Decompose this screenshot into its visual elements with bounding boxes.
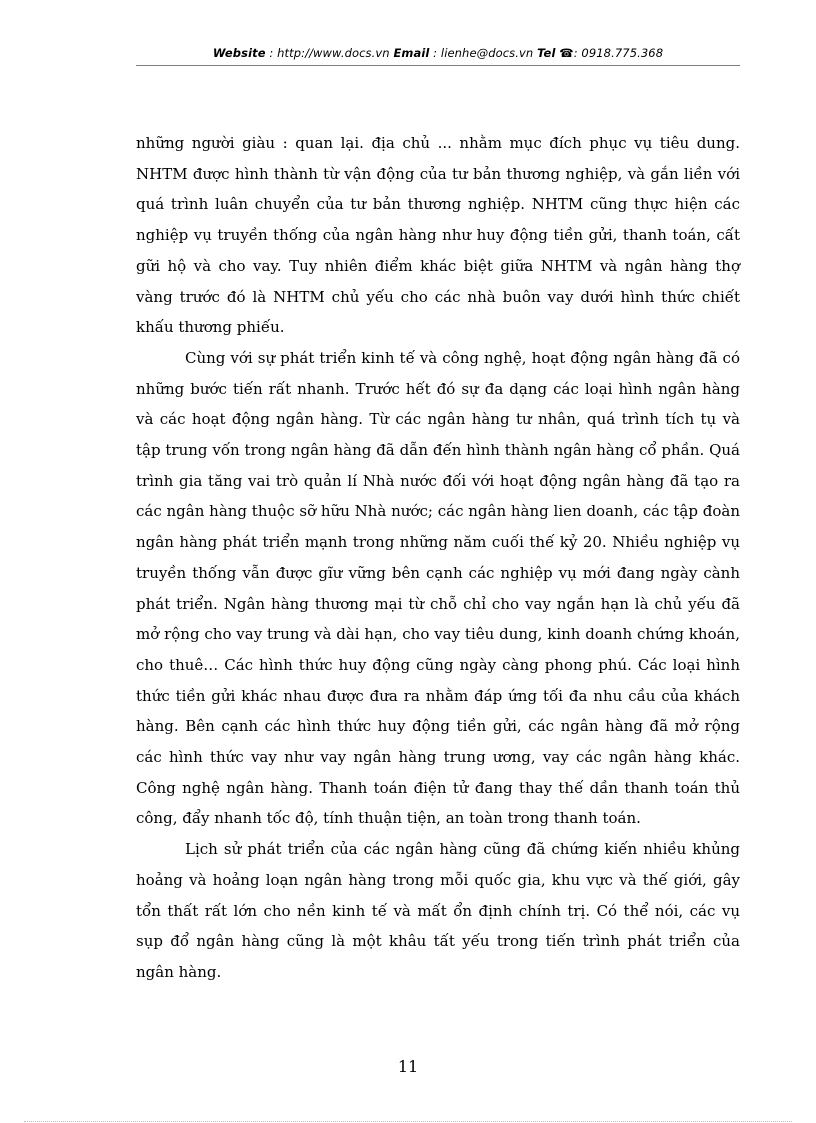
page-number: 11 bbox=[397, 1057, 419, 1076]
phone-icon: ☎ bbox=[559, 46, 574, 60]
page-bottom-border bbox=[24, 1121, 792, 1122]
website-value: : http://www.docs.vn bbox=[265, 46, 394, 60]
header-rule bbox=[136, 65, 740, 66]
email-label: Email bbox=[393, 46, 430, 60]
document-body bbox=[136, 128, 740, 988]
paragraph-continuation: những người giàu : quan lại. địa chủ ... nhằm mục đích phục vụ tiêu dung. NHTM được hình thành từ vận động của tư bản thương nghiệp, và gắn liền với quá trình luân chuyển của tư bản thương nghiệp. NHTM cũng thực hiện các nghiệp vụ truyền thống của ngân hàng như huy động tiền gửi, thanh toán, cất gữi hộ và cho vay. Tuy nhiên điểm khác biệt giữa NHTM và ngân hàng thợ vàng trước đó là NHTM chủ yếu cho các nhà buôn vay dưới hình thức chiết khấu thương phiếu. bbox=[136, 134, 740, 337]
tel-value: : 0918.775.368 bbox=[573, 46, 664, 60]
page-header bbox=[136, 46, 740, 66]
website-label: Website bbox=[212, 46, 266, 60]
paragraph: Lịch sử phát triển của các ngân hàng cũng đã chứng kiến nhiều khủng hoảng và hoảng loạn ngân hàng trong mỗi quốc gia, khu vực và thế giới, gây tổn thất rất lớn cho nền kinh tế và mất ổn định chính trị. Có thể nói, các vụ sụp đổ ngân hàng cũng là một khâu tất yếu trong tiến trình phát triển của ngân hàng. bbox=[136, 840, 740, 981]
tel-label: Tel bbox=[537, 46, 556, 60]
email-value: : lienhe@docs.vn bbox=[429, 46, 538, 60]
paragraph: Cùng với sự phát triển kinh tế và công nghệ, hoạt động ngân hàng đã có những bước tiến rất nhanh. Trước hết đó sự đa dạng các loại hình ngân hàng và các hoạt động ngân hàng. Từ các ngân hàng tư nhân, quá trình tích tụ và tập trung vốn trong ngân hàng đã dẫn đến hình thành ngân hàng cổ phần. Quá trình gia tăng vai trò quản lí Nhà nước đối với hoạt động ngân hàng đã tạo ra các ngân hàng thuộc sỡ hữu Nhà nước; các ngân hàng lien doanh, các tập đoàn ngân hàng phát triển mạnh trong những năm cuối thế kỷ 20. Nhiều nghiệp vụ truyền thống vẫn được gĩư vững bên cạnh các nghiệp vụ mới đang ngày cành phát triển. Ngân hàng thương mại từ chỗ chỉ cho vay ngắn hạn là chủ yếu đã mở rộng cho vay trung và dài hạn, cho vay tiêu dung, kinh doanh chứng khoán, cho thuê… Các hình thức huy động cũng ngày càng phong phú. Các loại hình thức tiền gửi khác nhau được đưa ra nhằm đáp ứng tối đa nhu cầu của khách hàng. Bên cạnh các hình thức huy động tiền gửi, các ngân hàng đã mở rộng các hình thức vay như vay ngân hàng trung ương, vay các ngân hàng khác. Công nghệ ngân hàng. Thanh toán điện tử đang thay thế dần thanh toán thủ công, đẩy nhanh tốc độ, tính thuận tiện, an toàn trong thanh toán. bbox=[136, 348, 740, 828]
